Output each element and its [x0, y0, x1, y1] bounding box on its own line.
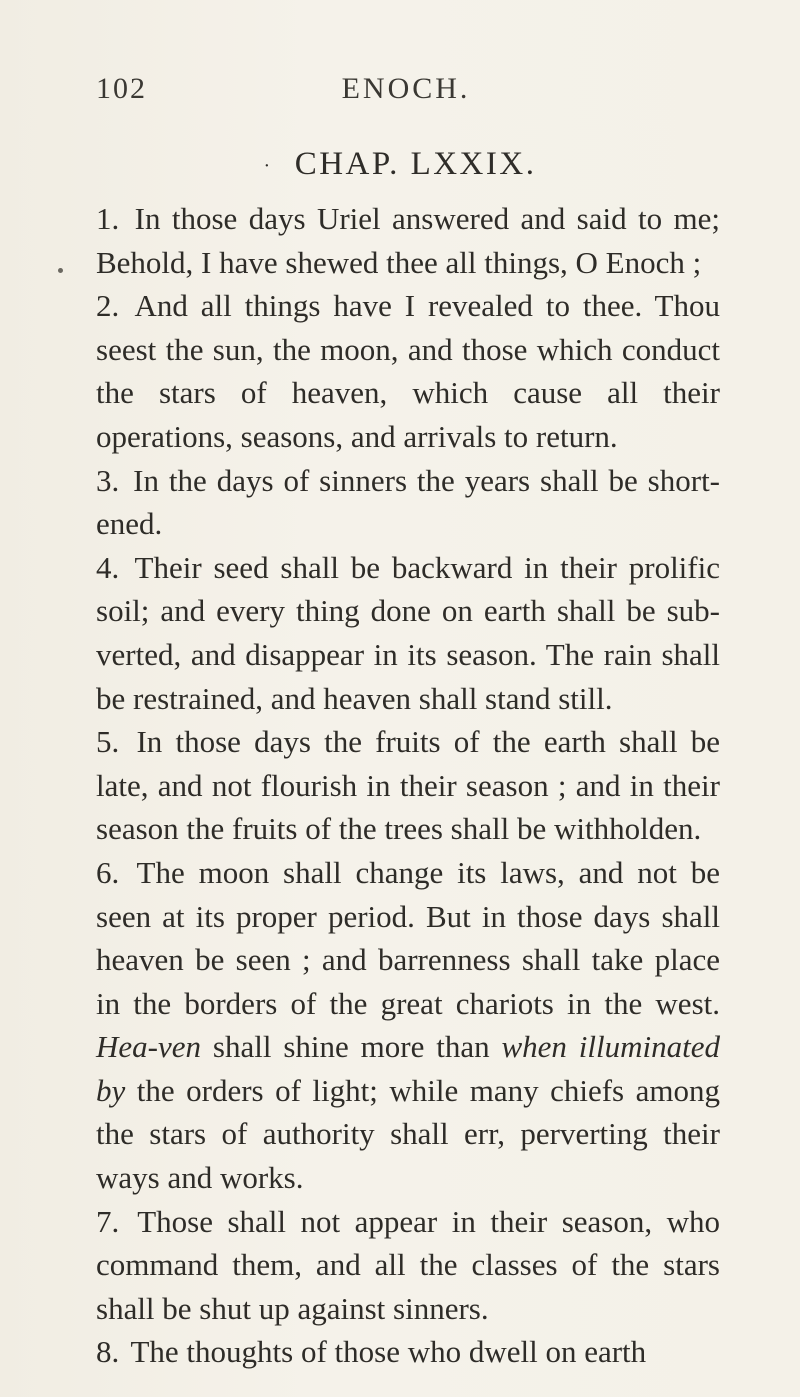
verse-text: the orders of light; while many chiefs among the stars of authority shall err, perverting their ways and works. — [96, 1072, 720, 1196]
verse-text: Their seed shall be backward in their prolific soil; and every thing done on earth shall be sub-verted, and disappear in its season. The rain shall be restrained, and heaven shall stand still. — [96, 549, 720, 716]
chapter-heading — [0, 146, 800, 183]
verse-text: In the days of sinners the years shall be short-ened. — [96, 462, 721, 542]
chapter-bullet: · — [263, 154, 273, 177]
running-head — [96, 72, 716, 112]
chapter-body — [96, 197, 720, 1374]
verse-number: 5. — [96, 724, 120, 760]
verse-text: In those days Uriel answered and said to me; Behold, I have shewed thee all things, O Enoch ; — [96, 201, 721, 280]
verse-3 — [96, 459, 720, 546]
verse-text: The thoughts of those who dwell on earth — [130, 1334, 647, 1370]
margin-dot — [58, 268, 63, 273]
verse-number: 1. — [96, 201, 120, 236]
verse-number: 4. — [96, 549, 120, 585]
chapter-title: CHAP. LXXIX. — [294, 146, 537, 182]
verse-italic-text: when illuminated by — [96, 1029, 721, 1108]
verse-text: In those days the fruits of the earth shall be late, and not flourish in their season ; and in their season the fruits of the trees shall be withholden. — [96, 724, 721, 847]
page-number: 102 — [96, 72, 147, 105]
verse-number: 7. — [96, 1203, 120, 1239]
verse-2 — [96, 284, 720, 458]
verse-7 — [96, 1200, 720, 1331]
verse-number: 2. — [96, 288, 120, 324]
verse-text: And all things have I revealed to thee. Thou seest the sun, the moon, and those which conduct the stars of heaven, which cause all their operations, seasons, and arrivals to return. — [96, 288, 720, 454]
verse-number: 6. — [96, 854, 120, 890]
verse-6 — [96, 851, 720, 1200]
running-title: ENOCH. — [341, 72, 471, 105]
verse-1 — [96, 197, 720, 284]
verse-text: Those shall not appear in their season, who command them, and all the classes of the stars shall be shut up against sinners. — [96, 1203, 720, 1326]
verse-5 — [96, 720, 720, 851]
verse-number: 3. — [96, 462, 120, 498]
verse-8 — [96, 1330, 720, 1374]
verse-italic-text: Hea-ven — [96, 1029, 201, 1065]
verse-number: 8. — [96, 1334, 120, 1370]
verse-text: The moon shall change its laws, and not be seen at its proper period. But in those days shall heaven be seen ; and barrenness shall take place in the borders of the great chariots in the west. — [96, 854, 720, 1021]
verse-4 — [96, 546, 720, 720]
verse-text: shall shine more than — [212, 1029, 490, 1065]
